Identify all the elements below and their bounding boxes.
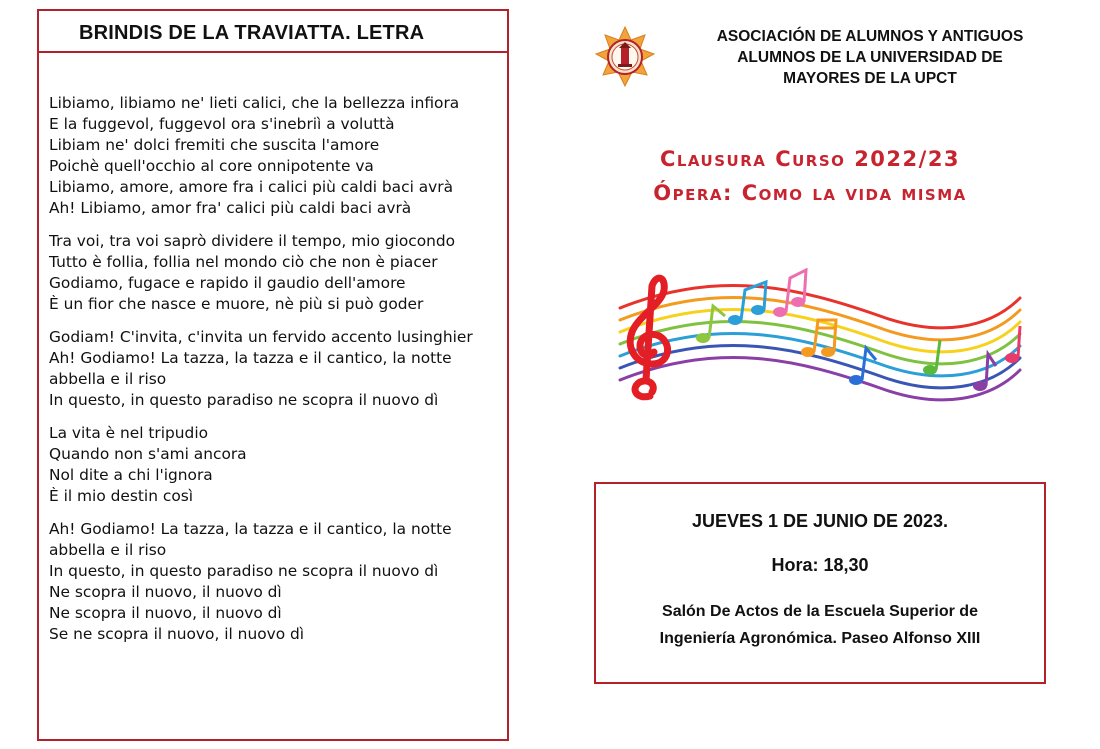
lyrics-stanza xyxy=(49,231,505,315)
staff-lines xyxy=(620,285,1020,399)
lyric-line: Libiamo, amore, amore fra i calici più caldi baci avrà xyxy=(49,178,454,196)
lyric-line: Ne scopra il nuovo, il nuovo dì xyxy=(49,604,282,622)
lyric-line: Libiamo, libiamo ne' lieti calici, che la bellezza infiora xyxy=(49,94,460,112)
event-place xyxy=(596,598,1044,652)
lyric-line: Nol dite a chi l'ignora xyxy=(49,466,213,484)
lyric-line: Godiamo, fugace e rapido il gaudio dell'amore xyxy=(49,274,406,292)
lyrics-title-box xyxy=(37,9,509,53)
lyrics-stanza xyxy=(49,423,505,507)
lyric-line: Se ne scopra il nuovo, il nuovo dì xyxy=(49,625,305,643)
event-date: JUEVES 1 DE JUNIO DE 2023. xyxy=(691,511,949,531)
event-title-line-1: Clausura Curso 2022/23 xyxy=(659,147,961,171)
lyric-line: Godiam! C'invita, c'invita un fervido accento lusinghier xyxy=(49,328,473,346)
lyrics-stanza xyxy=(49,93,505,219)
lyrics-stanza xyxy=(49,327,505,411)
rainbow-music-staff xyxy=(600,268,1040,418)
lyric-line: Tra voi, tra voi saprò dividere il tempo, mio giocondo xyxy=(49,232,456,250)
event-info-box xyxy=(594,482,1046,684)
event-place-line-2: Ingeniería Agronómica. Paseo Alfonso XIII xyxy=(659,630,981,647)
event-title-line-2: Ópera: Como la vida misma xyxy=(653,181,967,205)
lyrics-title: BRINDIS DE LA TRAVIATTA. LETRA xyxy=(79,22,425,44)
music-note-icon xyxy=(728,282,766,325)
lyrics-box xyxy=(37,53,509,741)
lyric-line: In questo, in questo paradiso ne scopra il nuovo dì xyxy=(49,562,439,580)
lyric-line: È il mio destin così xyxy=(49,487,194,505)
lyrics-text xyxy=(49,93,505,657)
lyric-line: E la fuggevol, fuggevol ora s'inebriì a voluttà xyxy=(49,115,395,133)
lyric-line: Ah! Godiamo! La tazza, la tazza e il cantico, la notte abbella e il riso xyxy=(49,520,452,559)
lyric-line: Tutto è follia, follia nel mondo ciò che non è piacer xyxy=(49,253,438,271)
lyric-line: Libiam ne' dolci fremiti che suscita l'amore xyxy=(49,136,380,154)
lyric-line: Poichè quell'occhio al core onnipotente va xyxy=(49,157,374,175)
association-line: MAYORES DE LA UPCT xyxy=(783,70,957,87)
event-title xyxy=(590,142,1030,210)
association-name xyxy=(690,26,1050,89)
lyric-line: La vita è nel tripudio xyxy=(49,424,209,442)
lyric-line: Quando non s'ami ancora xyxy=(49,445,247,463)
lyric-line: È un fior che nasce e muore, nè più si può goder xyxy=(49,295,424,313)
event-time: Hora: 18,30 xyxy=(771,555,869,575)
association-line: ASOCIACIÓN DE ALUMNOS Y ANTIGUOS xyxy=(716,28,1024,45)
music-note-icon xyxy=(923,340,940,375)
lyric-line: Ne scopra il nuovo, il nuovo dì xyxy=(49,583,282,601)
university-seal-icon xyxy=(594,26,656,88)
event-place-line-1: Salón De Actos de la Escuela Superior de xyxy=(662,603,978,620)
lyric-line: Ah! Godiamo! La tazza, la tazza e il cantico, la notte abbella e il riso xyxy=(49,349,452,388)
association-line: ALUMNOS DE LA UNIVERSIDAD DE xyxy=(737,49,1003,66)
lyric-line: Ah! Libiamo, amor fra' calici più caldi baci avrà xyxy=(49,199,412,217)
lyric-line: In questo, in questo paradiso ne scopra il nuovo dì xyxy=(49,391,439,409)
lyrics-stanza xyxy=(49,519,505,645)
